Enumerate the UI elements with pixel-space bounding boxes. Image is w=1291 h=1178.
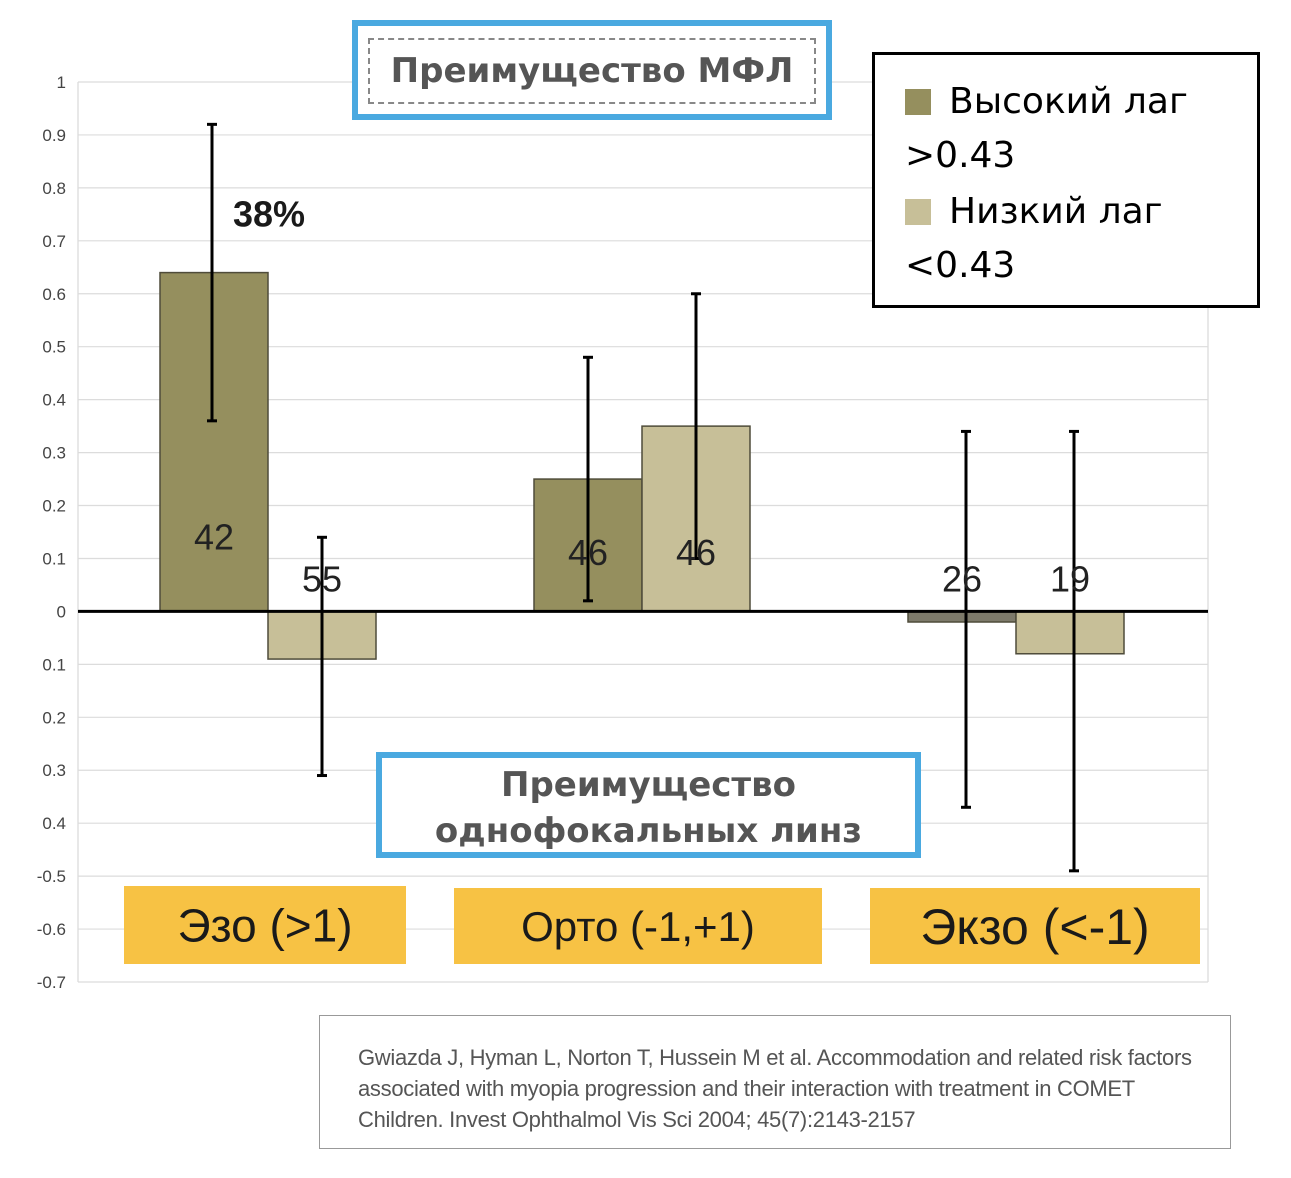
y-tick-label: 0.1 bbox=[42, 549, 66, 569]
y-tick-label: 0.7 bbox=[42, 231, 66, 251]
bottom-annotation-line-2: однофокальных линз bbox=[434, 811, 863, 851]
y-tick-label: 1 bbox=[56, 73, 66, 92]
bottom-annotation-line-1: Преимущество bbox=[500, 765, 796, 805]
y-tick-label: 0.4 bbox=[42, 814, 66, 834]
legend bbox=[872, 52, 1260, 308]
legend-item-low-lag bbox=[905, 191, 1163, 232]
y-tick-label: 0.2 bbox=[42, 496, 66, 516]
y-tick-label: 0.1 bbox=[42, 655, 66, 675]
bar-n-label: 46 bbox=[675, 532, 717, 574]
category-label: Экзо (<-1) bbox=[920, 899, 1150, 955]
bottom-annotation-box bbox=[376, 752, 921, 858]
category-label: Орто (-1,+1) bbox=[521, 903, 755, 951]
bar-n-label: 19 bbox=[1049, 558, 1091, 600]
y-tick-label: 0.6 bbox=[42, 284, 66, 304]
bar bbox=[160, 273, 268, 612]
y-tick-label: 0.3 bbox=[42, 761, 66, 781]
legend-swatch-low-lag bbox=[905, 199, 931, 225]
chart-title-box bbox=[352, 20, 832, 120]
y-tick-label: 0.2 bbox=[42, 708, 66, 728]
legend-sub-low-lag: <0.43 bbox=[905, 245, 1016, 286]
chart-title: Преимущество МФЛ bbox=[368, 38, 816, 104]
bar bbox=[1016, 611, 1124, 653]
y-tick-label: 0.5 bbox=[42, 337, 66, 357]
y-tick-label: 0.4 bbox=[42, 390, 66, 410]
category-label: Эзо (>1) bbox=[177, 899, 353, 952]
bar-n-label: 55 bbox=[301, 558, 343, 600]
legend-label-low-lag: Низкий лаг bbox=[949, 191, 1163, 232]
y-tick-label: -0.5 bbox=[36, 867, 66, 887]
y-axis bbox=[37, 73, 66, 992]
legend-sub-high-lag: >0.43 bbox=[905, 135, 1016, 176]
legend-swatch-high-lag bbox=[905, 89, 931, 115]
citation-box bbox=[319, 1015, 1231, 1149]
y-tick-label: -0.7 bbox=[36, 973, 66, 992]
legend-label-high-lag: Высокий лаг bbox=[949, 81, 1188, 122]
legend-item-high-lag bbox=[905, 81, 1188, 122]
category-labels bbox=[124, 886, 1200, 964]
bar bbox=[908, 611, 1016, 622]
citation-line-3: Children. Invest Ophthalmol Vis Sci 2004; 45(7):2143-2157 bbox=[358, 1107, 916, 1132]
citation-line-2: associated with myopia progression and their interaction with treatment in COMET bbox=[358, 1076, 1135, 1101]
y-tick-label: -0.6 bbox=[36, 920, 66, 940]
bar-n-label: 26 bbox=[941, 558, 983, 600]
bar-n-label: 46 bbox=[567, 532, 609, 574]
y-tick-label: 0.3 bbox=[42, 443, 66, 463]
y-tick-label: 0.8 bbox=[42, 178, 66, 198]
bar-n-label: 42 bbox=[193, 516, 235, 558]
y-tick-label: 0 bbox=[56, 602, 66, 622]
bars-layer bbox=[78, 273, 1208, 659]
y-tick-label: 0.9 bbox=[42, 125, 66, 145]
annotation-percent: 38% bbox=[232, 193, 306, 235]
citation-line-1: Gwiazda J, Hyman L, Norton T, Hussein M et al. Accommodation and related risk factors bbox=[358, 1045, 1192, 1070]
